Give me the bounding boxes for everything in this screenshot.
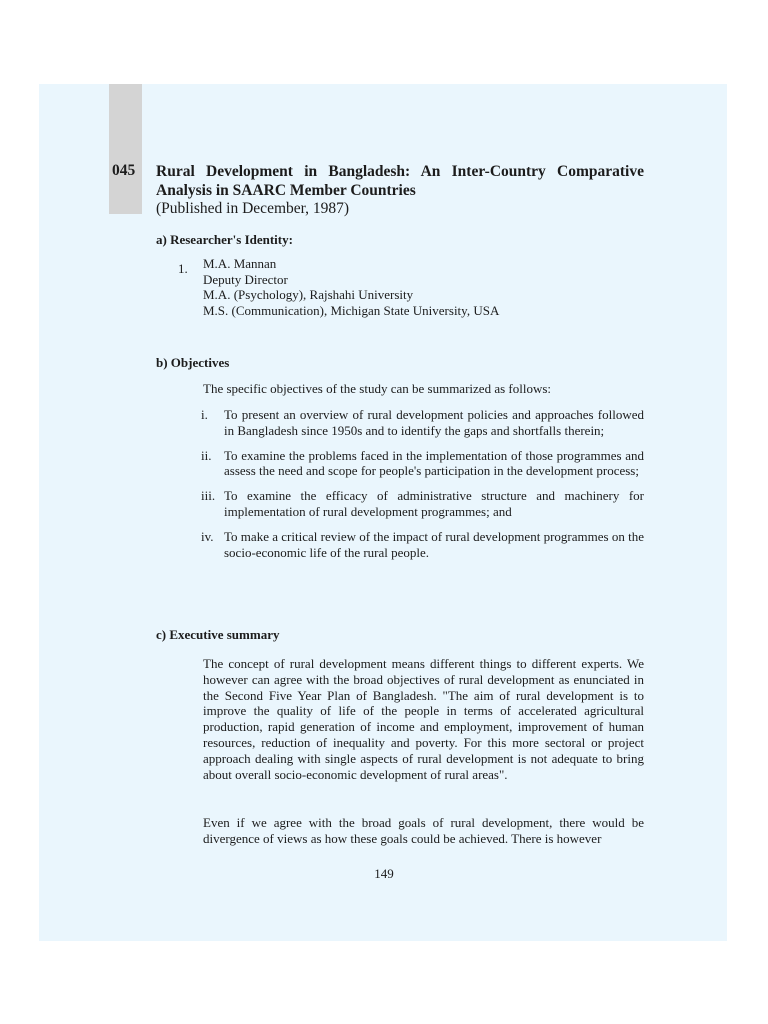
summary-heading: c) Executive summary bbox=[156, 627, 280, 642]
summary-paragraph-1: The concept of rural development means different things to different experts. We however can agree with the broad objectives of rural development as enunciated in the Second Five Year Plan of Bangladesh. "The aim of rural development is to improve the quality of life of the people in terms of accelerated agricultural production, rapid generation of income and employment, improvement of human resources, reduction of inequality and poverty. For this more sectoral or project approach dealing with single aspects of rural development is not adequate to bring about overall socio-economic development of rural areas". bbox=[203, 656, 644, 782]
list-item-text: To present an overview of rural development policies and approaches followed in Bangladesh since 1950s and to identify the gaps and shortfalls therein; bbox=[224, 407, 644, 438]
objectives-heading: b) Objectives bbox=[156, 355, 230, 370]
list-item bbox=[201, 407, 644, 439]
publication-date: (Published in December, 1987) bbox=[156, 200, 350, 217]
list-item-number: ii. bbox=[201, 447, 212, 463]
researcher-degree-2: M.S. (Communication), Michigan State University, USA bbox=[203, 302, 500, 318]
document-title: Rural Development in Bangladesh: An Inter-Country Comparative Analysis in SAARC Member Countries bbox=[156, 163, 644, 199]
page-number: 149 bbox=[374, 866, 394, 881]
summary-paragraph-2: Even if we agree with the broad goals of rural development, there would be divergence of views as how these goals could be achieved. There is however bbox=[203, 815, 644, 846]
list-item bbox=[201, 448, 644, 480]
list-item bbox=[201, 488, 644, 520]
objectives-list bbox=[201, 407, 644, 569]
researcher-heading: a) Researcher's Identity: bbox=[156, 232, 293, 247]
list-item-text: To examine the problems faced in the implementation of those programmes and assess the need and scope for people's participation in the development process; bbox=[224, 447, 644, 479]
list-item-text: To examine the efficacy of administrative structure and machinery for implementation of rural development programmes; and bbox=[224, 488, 644, 519]
objectives-intro: The specific objectives of the study can be summarized as follows: bbox=[203, 381, 552, 396]
researcher-degree-1: M.A. (Psychology), Rajshahi University bbox=[203, 287, 414, 302]
list-item-number: iii. bbox=[201, 488, 216, 504]
list-item-number: iv. bbox=[201, 528, 214, 544]
section-tab-marker bbox=[109, 84, 142, 214]
researcher-name: M.A. Mannan bbox=[203, 256, 277, 271]
researcher-index: 1. bbox=[178, 261, 188, 276]
researcher-identity bbox=[203, 256, 499, 318]
researcher-position: Deputy Director bbox=[203, 271, 288, 287]
list-item-number: i. bbox=[201, 407, 208, 422]
list-item bbox=[201, 529, 644, 561]
entry-number: 045 bbox=[112, 162, 136, 179]
list-item-text: To make a critical review of the impact of rural development programmes on the socio-economic life of the rural people. bbox=[224, 528, 644, 560]
